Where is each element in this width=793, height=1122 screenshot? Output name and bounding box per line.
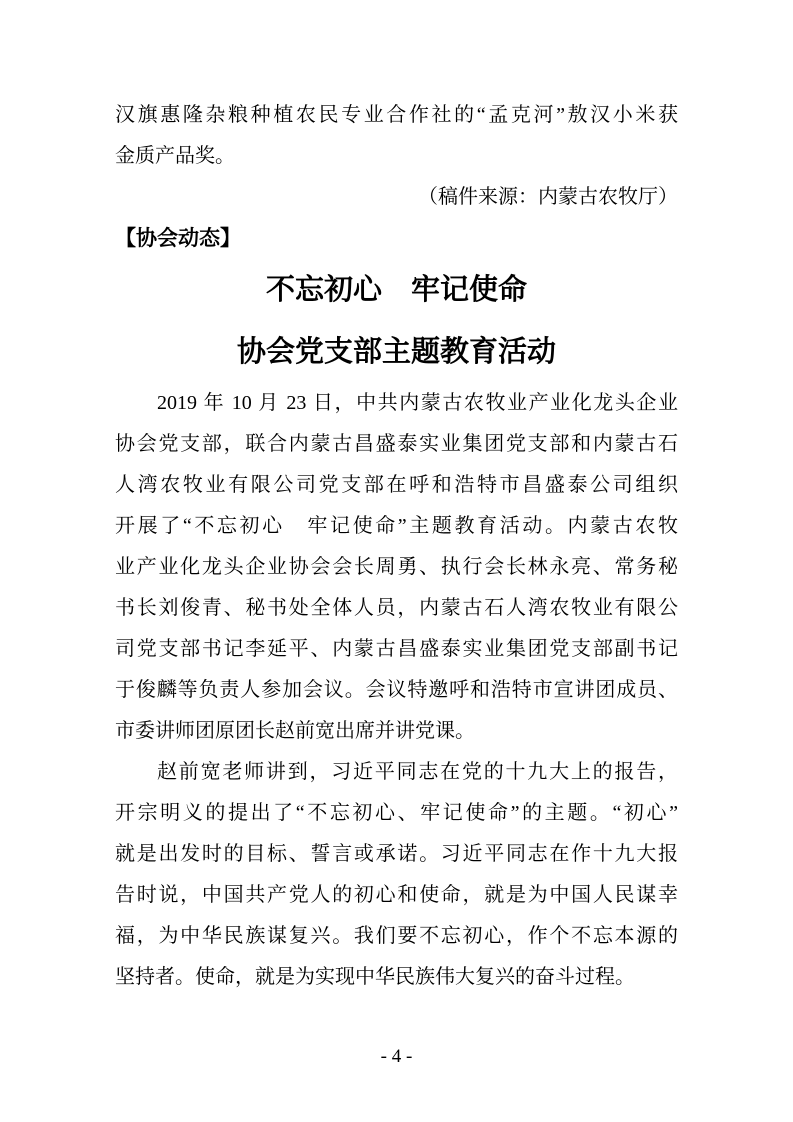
body-line: 于俊麟等负责人参加会议。会议特邀呼和浩特市宣讲团成员、 <box>115 679 678 701</box>
body-line: 开宗明义的提出了“不忘初心、牢记使命”的主题。“初心” <box>115 802 678 824</box>
body-line: 坚持者。使命，就是为实现中华民族伟大复兴的奋斗过程。 <box>115 966 635 988</box>
body-line: 开展了“不忘初心 牢记使命”主题教育活动。内蒙古农牧 <box>115 515 678 537</box>
body-line: 协会党支部，联合内蒙古昌盛泰实业集团党支部和内蒙古石 <box>115 433 678 455</box>
source-attribution: （稿件来源：内蒙古农牧厅） <box>418 186 678 208</box>
body-paragraph-2 <box>115 752 678 998</box>
intro-paragraph-line: 汉旗惠隆杂粮种植农民专业合作社的“孟克河”敖汉小米获 <box>115 104 678 126</box>
body-line: 书长刘俊青、秘书处全体人员，内蒙古石人湾农牧业有限公 <box>115 597 678 619</box>
article-title <box>115 259 678 383</box>
body-paragraph-1 <box>115 383 678 752</box>
body-line: 业产业化龙头企业协会会长周勇、执行会长林永亮、常务秘 <box>115 556 678 578</box>
body-line: 福，为中华民族谋复兴。我们要不忘初心，作个不忘本源的 <box>115 925 678 947</box>
body-line: 告时说，中国共产党人的初心和使命，就是为中国人民谋幸 <box>115 884 678 906</box>
body-line: 人湾农牧业有限公司党支部在呼和浩特市昌盛泰公司组织 <box>115 474 678 496</box>
page-number: - 4 - <box>380 1046 413 1067</box>
intro-paragraph <box>115 95 678 177</box>
body-line: 市委讲师团原团长赵前宽出席并讲党课。 <box>115 720 475 742</box>
body-line: 就是出发时的目标、誓言或承诺。习近平同志在作十九大报 <box>115 843 678 865</box>
body-line: 司党支部书记李延平、内蒙古昌盛泰实业集团党支部副书记 <box>115 638 678 660</box>
section-header: 【协会动态】 <box>115 227 241 250</box>
intro-paragraph-line: 金质产品奖。 <box>115 145 235 167</box>
body-line: 赵前宽老师讲到，习近平同志在党的十九大上的报告， <box>157 761 678 783</box>
body-line: 2019 年 10 月 23 日，中共内蒙古农牧业产业化龙头企业 <box>157 392 678 414</box>
article-title-line-1: 不忘初心 牢记使命 <box>265 274 527 306</box>
article-title-line-2: 协会党支部主题教育活动 <box>236 336 556 368</box>
